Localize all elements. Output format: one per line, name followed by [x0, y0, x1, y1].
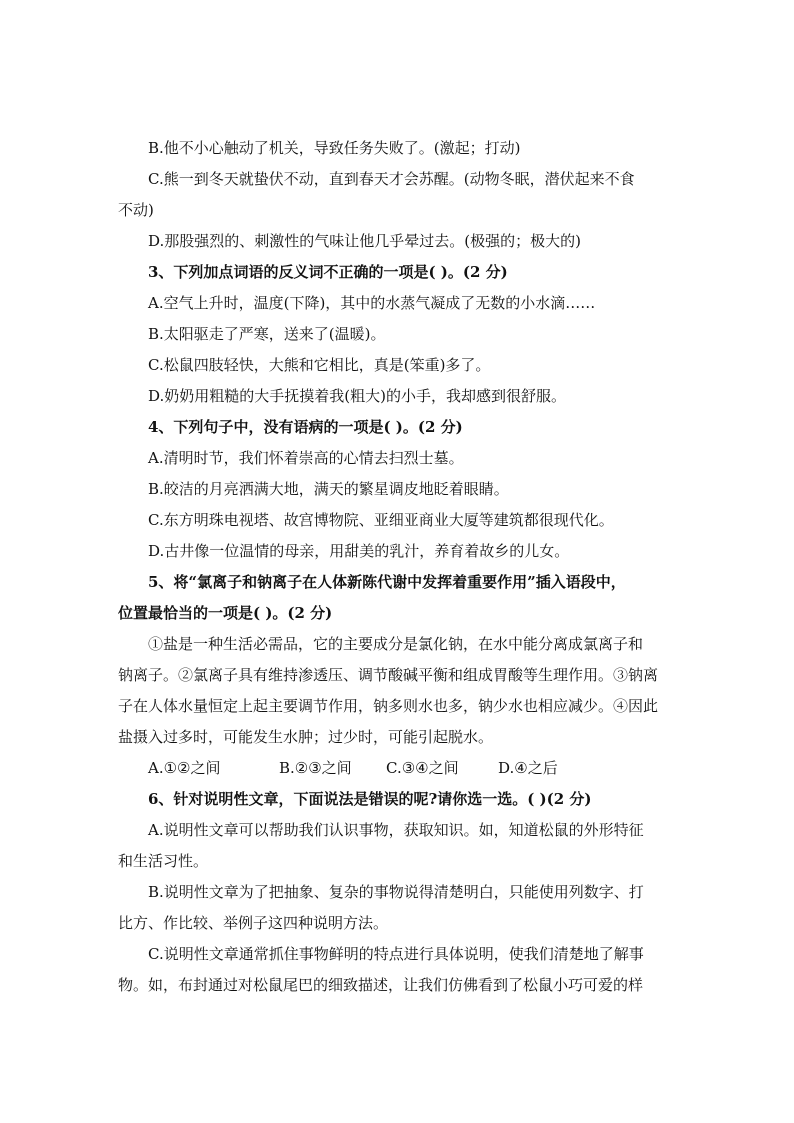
q3-option-c: C.松鼠四肢轻快，大熊和它相比，真是(笨重)多了。: [148, 356, 491, 374]
q5-option-b: B.②③之间: [279, 759, 352, 777]
q6-title: 6、针对说明性文章，下面说法是错误的呢?请你选一选。( )(2 分): [148, 790, 592, 808]
q4-option-d: D.古井像一位温情的母亲，用甜美的乳汁，养育着故乡的儿女。: [148, 542, 570, 560]
q2-option-c-line1: C.熊一到冬天就蛰伏不动，直到春天才会苏醒。(动物冬眠，潜伏起来不食: [148, 170, 635, 188]
q6-option-c-line2: 物。如，布封通过对松鼠尾巴的细致描述，让我们仿佛看到了松鼠小巧可爱的样: [118, 976, 644, 994]
q4-title: 4、下列句子中，没有语病的一项是( )。(2 分): [148, 418, 463, 436]
q4-option-c: C.东方明珠电视塔、故宫博物院、亚细亚商业大厦等建筑都很现代化。: [148, 511, 614, 529]
q5-passage-line4: 盐摄入过多时，可能发生水肿；过少时，可能引起脱水。: [118, 728, 494, 746]
q6-option-a-line1: A.说明性文章可以帮助我们认识事物，获取知识。如，知道松鼠的外形特征: [148, 821, 644, 839]
q3-option-a: A.空气上升时，温度(下降)，其中的水蒸气凝成了无数的小水滴……: [148, 294, 596, 312]
q5-option-a: A.①②之间: [148, 759, 221, 777]
q6-option-b-line1: B.说明性文章为了把抽象、复杂的事物说得清楚明白，只能使用列数字、打: [148, 883, 644, 901]
q3-option-b: B.太阳驱走了严寒，送来了(温暖)。: [148, 325, 386, 343]
q5-options: [118, 753, 684, 784]
q2-option-d: D.那股强烈的、刺激性的气味让他几乎晕过去。(极强的；极大的): [148, 232, 581, 250]
q6-option-c-line1: C.说明性文章通常抓住事物鲜明的特点进行具体说明，使我们清楚地了解事: [148, 945, 644, 963]
q3-option-d: D.奶奶用粗糙的大手抚摸着我(粗大)的小手，我却感到很舒服。: [148, 387, 566, 405]
q4-option-b: B.皎洁的月亮洒满大地，满天的繁星调皮地眨着眼睛。: [148, 480, 509, 498]
exam-page: [118, 133, 684, 1001]
q5-title-line2: 位置最恰当的一项是( )。(2 分): [118, 604, 333, 622]
q5-option-c: C.③④之间: [386, 759, 459, 777]
q4-option-a: A.清明时节，我们怀着崇高的心情去扫烈士墓。: [148, 449, 464, 467]
q6-option-a-line2: 和生活习性。: [118, 852, 209, 870]
q2-option-c-line2: 不动): [118, 201, 154, 219]
q3-title: 3、下列加点词语的反义词不正确的一项是( )。(2 分): [148, 263, 508, 281]
q5-title-line1: 5、将“氯离子和钠离子在人体新陈代谢中发挥着重要作用”插入语段中，: [148, 573, 626, 591]
q5-passage-line3: 子在人体水量恒定上起主要调节作用，钠多则水也多，钠少水也相应减少。④因此: [118, 697, 659, 715]
q2-option-b: B.他不小心触动了机关，导致任务失败了。(激起；打动): [148, 139, 521, 157]
q6-option-b-line2: 比方、作比较、举例子这四种说明方法。: [118, 914, 389, 932]
q5-option-d: D.④之后: [498, 759, 558, 777]
q5-passage-line2: 钠离子。②氯离子具有维持渗透压、调节酸碱平衡和组成胃酸等生理作用。③钠离: [118, 666, 659, 684]
q5-passage-line1: ①盐是一种生活必需品，它的主要成分是氯化钠，在水中能分离成氯离子和: [148, 635, 644, 653]
